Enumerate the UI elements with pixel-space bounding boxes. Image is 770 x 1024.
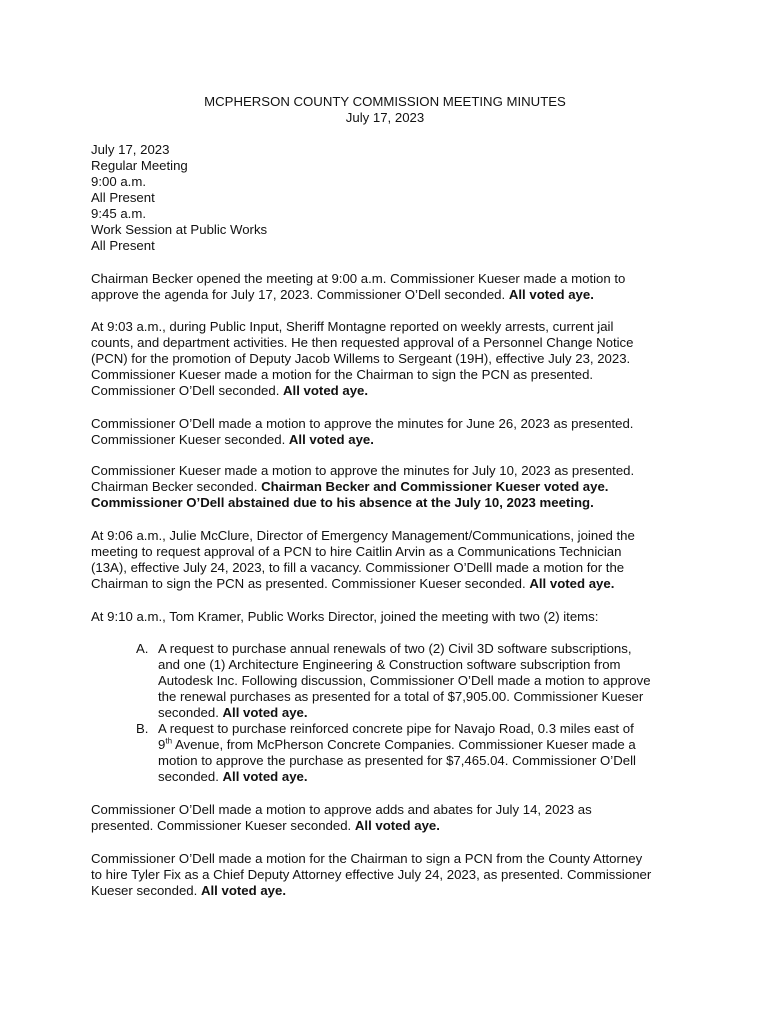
text-span: seconded. <box>158 705 223 720</box>
list-marker: A. <box>136 641 149 656</box>
paragraph-emergency-management <box>91 528 691 592</box>
text-span: approve the agenda for July 17, 2023. Commissioner O’Dell seconded. <box>91 287 509 302</box>
vote-result: All voted aye. <box>222 705 308 720</box>
header-line: Regular Meeting <box>91 158 188 173</box>
text-line: Chairman Becker opened the meeting at 9:00 a.m. Commissioner Kueser made a motion to <box>91 271 626 286</box>
vote-result: All voted aye. <box>508 287 594 302</box>
header-line: 9:00 a.m. <box>91 174 146 189</box>
text-span: Commissioner Kueser seconded. <box>91 432 289 447</box>
text-line: Commissioner O’Dell made a motion for the Chairman to sign a PCN from the County Attorney <box>91 851 643 866</box>
list-item-text <box>158 641 688 721</box>
text-line: A request to purchase annual renewals of two (2) Civil 3D software subscriptions, <box>158 641 632 656</box>
text-span: presented. Commissioner Kueser seconded. <box>91 818 355 833</box>
vote-result: All voted aye. <box>354 818 440 833</box>
paragraph-opening <box>91 271 691 303</box>
paragraph-public-input <box>91 319 691 399</box>
text-span: Chairman to sign the PCN as presented. Commissioner Kueser seconded. <box>91 576 530 591</box>
text-span: Kueser seconded. <box>91 883 201 898</box>
paragraph-july-minutes <box>91 463 691 511</box>
text-line: At 9:10 a.m., Tom Kramer, Public Works Director, joined the meeting with two (2) items: <box>91 609 599 624</box>
text-line: At 9:03 a.m., during Public Input, Sheriff Montagne reported on weekly arrests, current jail <box>91 319 614 334</box>
text-line: the renewal purchases as presented for a total of $7,905.00. Commissioner Kueser <box>158 689 644 704</box>
text-line: (PCN) for the promotion of Deputy Jacob Willems to Sergeant (19H), effective July 23, 2023. <box>91 351 631 366</box>
text-line <box>91 287 691 303</box>
header-line: Work Session at Public Works <box>91 222 268 237</box>
text-line: motion to approve the purchase as presented for $7,465.04. Commissioner O’Dell <box>158 753 636 768</box>
text-span: Commissioner O’Dell seconded. <box>91 383 284 398</box>
text-line: meeting to request approval of a PCN to hire Caitlin Arvin as a Communications Technician <box>91 544 622 559</box>
text-line <box>91 883 701 899</box>
list-item-text <box>158 721 688 785</box>
text-line <box>158 769 688 785</box>
text-line: Commissioner O’Dell made a motion to approve the minutes for June 26, 2023 as presented. <box>91 416 634 431</box>
text-span: Avenue, from McPherson Concrete Companies. Commissioner Kueser made a <box>172 737 636 752</box>
vote-result: All voted aye. <box>283 383 369 398</box>
header-line: July 17, 2023 <box>91 142 170 157</box>
text-line <box>91 479 691 495</box>
document-title: MCPHERSON COUNTY COMMISSION MEETING MINUTES <box>204 94 566 109</box>
text-line: Autodesk Inc. Following discussion, Commissioner O’Dell made a motion to approve <box>158 673 651 688</box>
text-line <box>91 383 691 399</box>
paragraph-county-attorney <box>91 851 701 899</box>
vote-result: All voted aye. <box>222 769 308 784</box>
vote-result: All voted aye. <box>529 576 615 591</box>
text-span: seconded. <box>158 769 223 784</box>
text-line: At 9:06 a.m., Julie McClure, Director of Emergency Management/Communications, joined the <box>91 528 635 543</box>
text-line <box>91 576 691 592</box>
text-line: and one (1) Architecture Engineering & Construction software subscription from <box>158 657 621 672</box>
text-line: Commissioner Kueser made a motion to approve the minutes for July 10, 2023 as presented. <box>91 463 635 478</box>
paragraph-june-minutes <box>91 416 691 448</box>
text-line: A request to purchase reinforced concrete pipe for Navajo Road, 0.3 miles east of <box>158 721 634 736</box>
paragraph-public-works <box>91 609 691 625</box>
text-line: counts, and department activities. He then requested approval of a Personnel Change Notice <box>91 335 634 350</box>
vote-result: All voted aye. <box>200 883 287 898</box>
text-line <box>91 432 691 448</box>
vote-result: Chairman Becker and Commissioner Kueser voted aye. <box>261 479 609 494</box>
text-line <box>158 705 688 721</box>
header-line: All Present <box>91 238 155 253</box>
header-line: All Present <box>91 190 155 205</box>
text-span: Chairman Becker seconded. <box>91 479 262 494</box>
meeting-header <box>91 142 267 254</box>
text-line <box>91 818 691 834</box>
paragraph-adds-abates <box>91 802 691 834</box>
text-line: (13A), effective July 24, 2023, to fill a vacancy. Commissioner O’Delll made a motion for the <box>91 560 625 575</box>
text-line: Commissioner O’Dell made a motion to approve adds and abates for July 14, 2023 as <box>91 802 592 817</box>
document-date: July 17, 2023 <box>345 110 425 125</box>
vote-result: All voted aye. <box>288 432 374 447</box>
text-line: to hire Tyler Fix as a Chief Deputy Attorney effective July 24, 2023, as presented. Commissioner <box>91 867 652 882</box>
vote-abstention: Commissioner O’Dell abstained due to his absence at the July 10, 2023 meeting. <box>91 495 594 510</box>
ordinal-suffix: th <box>165 736 173 746</box>
header-line: 9:45 a.m. <box>91 206 146 221</box>
text-line: Commissioner Kueser made a motion for the Chairman to sign the PCN as presented. <box>91 367 594 382</box>
text-line <box>158 737 688 753</box>
text-span: 9 <box>158 737 166 752</box>
list-marker: B. <box>136 721 149 736</box>
